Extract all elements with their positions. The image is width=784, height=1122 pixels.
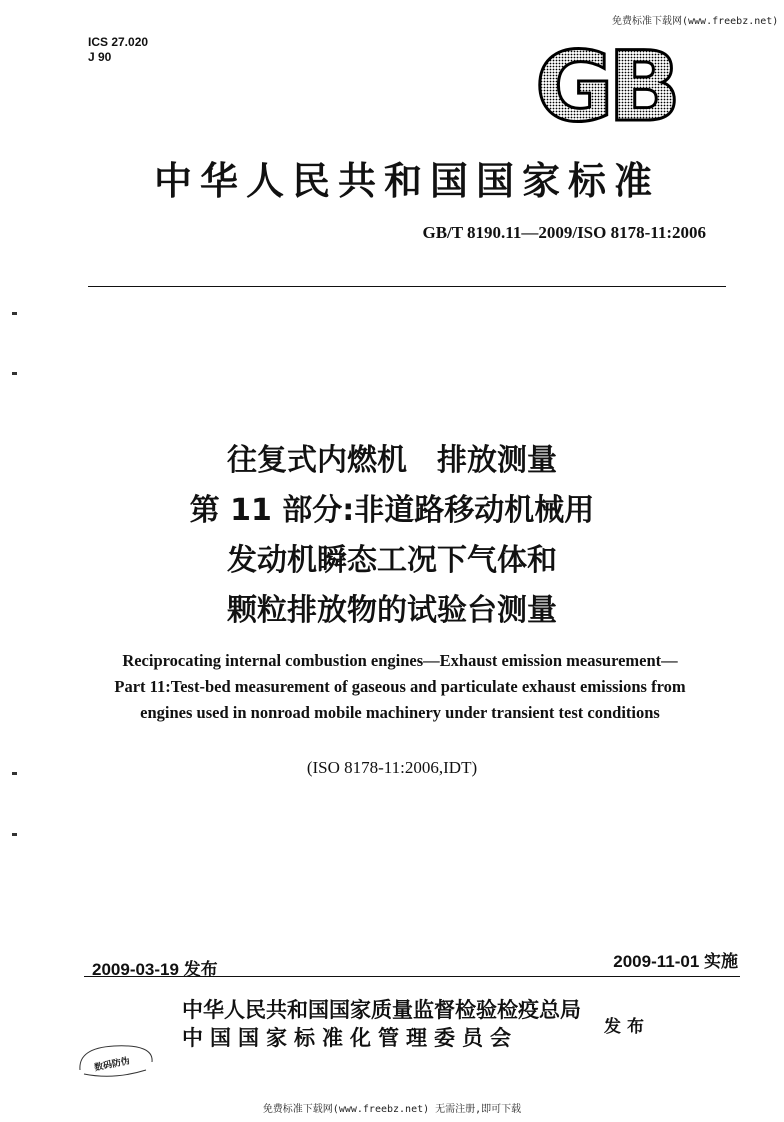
title-english: [60, 648, 740, 726]
issuer-sac: 中国国家标准化管理委员会: [182, 1026, 518, 1050]
scan-mark: [12, 772, 17, 775]
scan-mark: [12, 312, 17, 315]
classification-block: [88, 35, 148, 65]
gb-logo: [528, 44, 682, 124]
watermark-top: 免费标准下载网(www.freebz.net): [612, 16, 779, 27]
equivalence-note: (ISO 8178-11:2006,IDT): [306, 758, 478, 777]
standard-title: 中华人民共和国国家标准: [153, 159, 660, 203]
divider-bottom: [84, 976, 740, 977]
title-chinese-line: 颗粒排放物的试验台测量: [227, 593, 557, 628]
divider-top: [88, 286, 726, 287]
title-chinese-line: 发动机瞬态工况下气体和: [227, 543, 557, 578]
issuer-aqsiq: 中华人民共和国国家质量监督检验检疫总局: [182, 998, 581, 1022]
watermark-bottom: 免费标准下载网(www.freebz.net) 无需注册,即可下载: [262, 1104, 522, 1115]
title-chinese-line: 往复式内燃机 排放测量: [227, 443, 557, 478]
title-english-line: engines used in nonroad mobile machinery under transient test conditions: [140, 703, 660, 722]
title-english-line: Reciprocating internal combustion engines—Exhaust emission measurement—: [122, 651, 678, 670]
title-chinese-line: 第 11 部分:非道路移动机械用: [189, 493, 595, 528]
scan-mark: [12, 833, 17, 836]
ics-code: ICS 27.020: [88, 35, 149, 49]
stamp-text: 数码防伪: [93, 1056, 131, 1074]
gb-logo-text: GB: [535, 44, 675, 124]
ccs-code: J 90: [88, 50, 112, 64]
issuing-authorities: [182, 996, 581, 1052]
scan-mark: [12, 372, 17, 375]
publish-date: 2009-03-19 发布: [92, 960, 218, 979]
title-english-line: Part 11:Test-bed measurement of gaseous and particulate exhaust emissions from: [114, 677, 686, 696]
standard-code: GB/T 8190.11—2009/ISO 8178-11:2006: [422, 223, 706, 242]
implement-date: 2009-11-01 实施: [613, 952, 738, 971]
issue-label: 发布: [604, 1017, 650, 1037]
anti-counterfeit-stamp: [74, 1040, 158, 1080]
title-chinese: [60, 436, 724, 636]
